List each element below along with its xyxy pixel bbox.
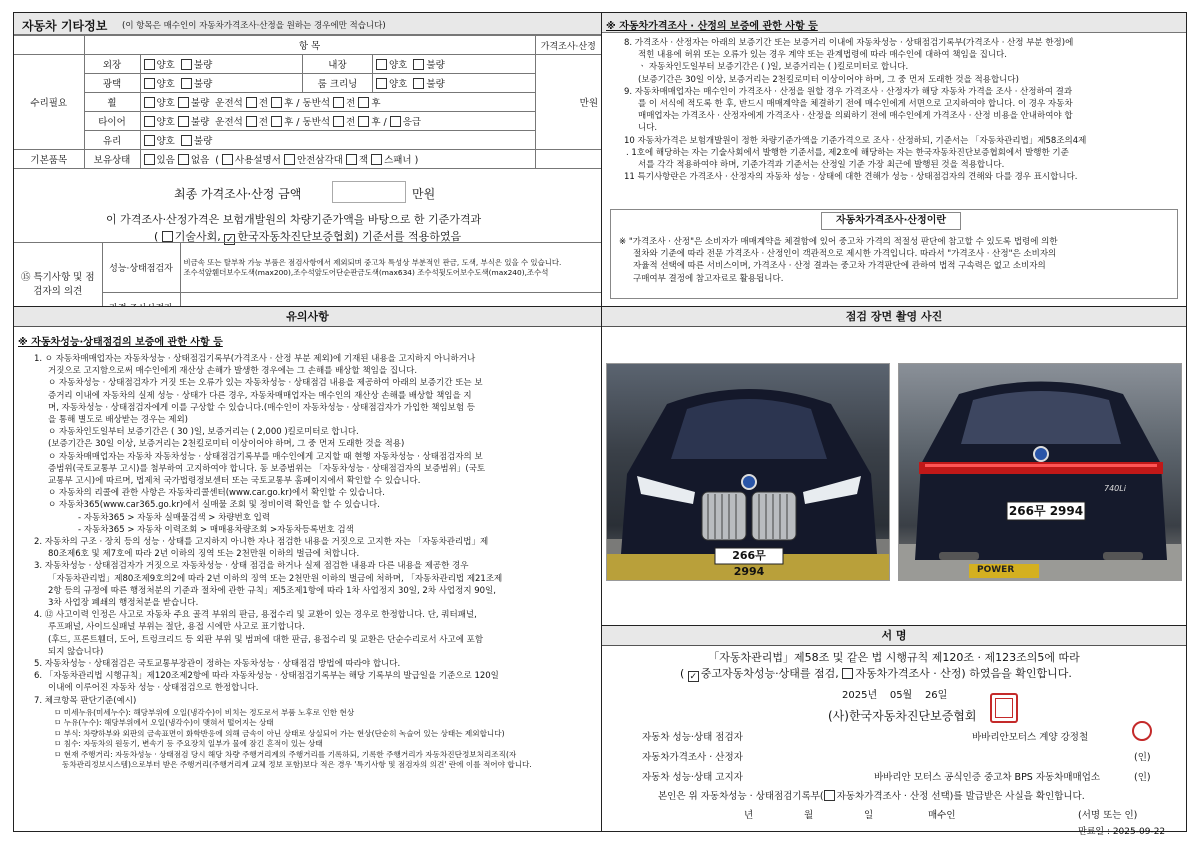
interior-options: 양호 불량	[372, 55, 535, 74]
notice-line: ㅇ 자동차성능 · 상태점검자가 거짓 또는 오류가 있는 자동차성능 · 상태점검 내용을 제공하여 아래의 보증기간 또는 보	[48, 378, 483, 389]
association-name: (사)한국자동차진단보증협회	[828, 709, 977, 723]
notice-line: 을 통해 별도로 배상받는 경우는 제외)	[48, 415, 188, 426]
wheel-pass-rear-checkbox[interactable]	[358, 97, 369, 108]
wheel-driver-front-checkbox[interactable]	[246, 97, 257, 108]
notice-line: 3. 자동차성능 · 상태점검자가 거짓으로 자동차성능 · 상태 점검을 하거나 실제 점검한 내용과 다른 내용을 제공한 경우	[34, 561, 469, 572]
notice-line: 4. ⑫ 사고이력 인정은 사고로 자동차 주요 골격 부위의 판금, 용접수리 및 교환이 있는 경우로 한정합니다. 단, 쿼터패널,	[34, 610, 477, 621]
perf-opinion	[180, 243, 601, 293]
notice-line: 거짓으로 고지함으로써 매수인에게 재산상 손해가 발생한 경우에는 그 손해를 배상할 책임을 집니다.	[48, 366, 418, 377]
price-guarantee-line: (보증기간은 30일 이상, 보증거리는 2천킬로미터 이상이어야 하며, 그 중 먼저 도래한 것을 적용합니다)	[638, 74, 1019, 85]
notice-line: 증범위(국토교통부 고시)를 첨부하여 고지하여야 합니다. 동 보증범위는 「자동차성능 · 상태점검자의 보증범위」(국토	[48, 463, 486, 474]
definition-box	[610, 209, 1178, 299]
left-column	[14, 13, 602, 831]
signature-line2: ( ✓ 중고자동차성능·상태를 점검, 자동차가격조사 · 산정) 하였음을 확인합니다.	[680, 667, 1072, 682]
price-inspector-sign-label: 자동차가격조사 · 산정자	[642, 752, 743, 763]
definition-text	[619, 236, 1175, 285]
triangle-checkbox[interactable]	[284, 154, 295, 165]
exterior-label: 외장	[84, 55, 140, 74]
final-price-block	[14, 169, 601, 253]
item-header: 항 목	[84, 36, 535, 55]
notice-line: ㅇ 자동차365(www.car365.go.kr)에서 실매물 조회 및 정비이력 확인을 할 수 있습니다.	[48, 500, 380, 511]
buyer-year: 년	[744, 810, 754, 821]
notice-line: 되지 않습니다)	[48, 646, 104, 657]
price-header: 가격조사·산정	[535, 36, 601, 55]
room-bad-checkbox[interactable]	[413, 78, 424, 89]
other-info-note: (이 항목은 매수인이 자동차가격조사·산정을 원하는 경우에만 적습니다)	[122, 21, 386, 31]
final-price-input[interactable]	[332, 181, 406, 203]
price-guarantee-line: 11 특기사항란은 가격조사 · 산정자의 자동차 성능 · 상태에 대한 견해가 성능 · 상태점검자의 견해와 다를 경우 표시합니다.	[624, 172, 1078, 183]
unit-label: 만원	[535, 55, 601, 150]
signature-date: 2025년 05월 26일	[842, 690, 948, 701]
notices-title: 유의사항	[14, 307, 601, 327]
perf-opinion-1: 비금속 또는 탈부착 가능 부품은 점검사항에서 제외되며 중고차 특성상 부분적인 판금, 도색, 부식은 있을 수 있습니다.	[183, 257, 562, 267]
notice-line: ㅇ 자동차인도일부터 보증기간은 ( 30 )일, 보증거리는 ( 2,000 )킬로미터로 합니다.	[48, 427, 359, 438]
glass-label: 유리	[84, 131, 140, 150]
other-info-header	[14, 13, 601, 35]
interior-good-checkbox[interactable]	[376, 59, 387, 70]
tire-label: 타이어	[84, 112, 140, 131]
perf-inspector-sign-value: 바바리안모터스 계양 강정철	[972, 732, 1089, 743]
inspection-record-page	[13, 12, 1187, 837]
signature-title: 서 명	[602, 626, 1186, 646]
front-plate: 266무 2994	[732, 549, 766, 578]
notice-line: 5. 자동차성능 · 상태점검은 국토교통부장관이 정하는 자동차성능 · 상태점검 방법에 따라야 합니다.	[34, 659, 401, 670]
definition-line: 자율적 선택에 따른 서비스이며, 가격조사 · 산정 결과는 중고차 가격판단에 관하여 법적 구속력은 없고 소비자의	[633, 261, 1046, 272]
notifier-sign-label: 자동차 성능·상태 고지자	[642, 772, 743, 783]
perf-inspector-sign-label: 자동차 성능·상태 점검자	[642, 732, 743, 743]
room-good-checkbox[interactable]	[376, 78, 387, 89]
photos-title: 점검 장면 촬영 사진	[602, 307, 1186, 327]
gloss-bad-checkbox[interactable]	[181, 78, 192, 89]
notice-line: ㅇ 자동차매매업자는 자동차 자동차성능 · 상태점검기록부를 매수인에게 고지할 때 현행 자동차성능 · 상태점검자의 보	[48, 451, 483, 462]
perf-inspector-label: 성능·상태점검자	[102, 243, 180, 293]
criteria-line: ㅁ 침수: 자동차의 원동기, 변속기 등 주요장치 일부가 물에 잠긴 흔적이 있는 상태	[54, 739, 323, 749]
jack-checkbox[interactable]	[346, 154, 357, 165]
notice-line: 7. 체크항목 판단기준(예시)	[34, 695, 137, 706]
price-guarantee-list	[624, 37, 1180, 183]
basis-line1: 이 가격조사·산정가격은 보험개발원의 차량기준가액을 바탕으로 한 기준가격과	[106, 213, 482, 226]
price-guarantee-line: 니다.	[638, 123, 658, 134]
none-checkbox[interactable]	[178, 154, 189, 165]
wheel-driver-rear-checkbox[interactable]	[271, 97, 282, 108]
notice-line: 이내에 이루어진 자동차 성능 · 상태점검으로 한정합니다.	[48, 683, 259, 694]
notice-line: 루프패널, 사이드실패널 부위는 절단, 용접 시에만 사고로 표기합니다.	[48, 622, 305, 633]
signature-header	[602, 625, 1186, 645]
buyer-day: 일	[864, 810, 874, 821]
spanner-checkbox[interactable]	[371, 154, 382, 165]
notice-line: 3차 사업장 폐쇄의 행정처분을 받습니다.	[48, 598, 199, 609]
definition-title: 자동차가격조사·산정이란	[821, 212, 961, 230]
notifier-sign-value: 바바리안 모터스 공식인증 중고차 BPS 자동차매매업소	[874, 772, 1101, 783]
price-guarantee-line: 적힌 내용에 허위 또는 오류가 있는 경우 계약 또는 관계법령에 따라 매수인에 대하여 책임을 집니다.	[638, 50, 1007, 61]
repair-label: 수리필요	[14, 55, 84, 150]
interior-label: 내장	[302, 55, 372, 74]
notice-line: (보증기간은 30일 이상, 보증거리는 2천킬로미터 이상이어야 하며, 그 중 먼저 도래한 것을 적용)	[48, 439, 405, 450]
notice-line: - 자동차365 > 자동차 이력조회 > 매매용차량조회 >자동차등록번호 검색	[78, 524, 354, 535]
exterior-options: 양호 불량	[140, 55, 302, 74]
inspector-seal-icon	[1132, 721, 1152, 741]
gloss-label: 광택	[84, 74, 140, 93]
rear-badge: 740Li	[1104, 484, 1126, 493]
room-cleaning-label: 룸 크리닝	[302, 74, 372, 93]
sign-perf-checkbox[interactable]: ✓	[689, 672, 698, 682]
price-guarantee-line: 8. 가격조사 · 산정자는 아래의 보증기간 또는 보증거리 이내에 자동차성능 · 상태점검기록부(가격조사 · 산정 부분 한정)에	[624, 38, 1074, 48]
notice-line: 80조제6호 및 제7호에 따라 2년 이하의 징역 또는 2천만원 이하의 벌금에 처합니다.	[48, 549, 360, 560]
price-guarantee-line: 10 자동차가격은 보험개발원이 정한 차량기준가액을 기준가격으로 조사 · 산정하되, 기준서는 「자동차관리법」제58조의4제	[624, 135, 1087, 146]
exterior-good-checkbox[interactable]	[144, 59, 155, 70]
special-notes-label: ⑮ 특기사항 및 점검자의 의견	[14, 243, 102, 323]
buyer-sign: (서명 또는 인)	[1078, 810, 1138, 821]
criteria-line: ㅁ 현재 주행거리: 자동차성능 · 상태점검 당시 해당 차량 주행거리계의 주행거리를 기록하되, 기록한 주행거리가 자동차진단정보처리조직(자	[54, 749, 517, 759]
definition-line: ※ "가격조사 · 산정"은 소비자가 매매계약을 체결함에 있어 중고차 가격의 적절성 판단에 참고할 수 있도록 법령에 의한	[619, 237, 1058, 247]
other-info-table: 항 목 가격조사·산정 수리필요 외장 양호 불량 내장 양호 불량 만원 광택 양호 불량 룸 크리닝 양호 불량 휠 양호 불량 운전석 전 후 / 동반석 전 후 타이어 양호 불량 운전석 전 후 / 동반석 전 후 / 응급 유리 양호 불량 기본품목 보유상태 있음 없음 ( 사용설명서 안전삼각대 잭 스패너 )	[14, 35, 601, 169]
notice-line: 「자동차관리법」제80조제9호의2에 따라 2년 이하의 징역 또는 2천만원 이하의 벌금에 처하며, 「자동차관리법 제21조제	[48, 573, 503, 584]
definition-line: 절차와 기준에 따라 전문 가격조사 · 산정인이 객관적으로 제시한 가격입니다. 따라서 "가격조사 · 산정"은 소비자의	[633, 249, 1057, 260]
signature-line1: 「자동차관리법」제58조 및 같은 법 시행규칙 제120조 · 제123조의5에 따라	[708, 651, 1080, 664]
front-photo	[606, 363, 890, 581]
criteria-line: ㅁ 미세누유(미세누수): 해당부위에 오일(냉각수)이 비치는 정도로서 부품 노후로 인한 현상	[54, 707, 355, 717]
notice-line: 교통부 고시)에 따르며, 법제처 국가법령정보센터 또는 국토교통부 홈페이지에서 확인할 수 있습니다.	[48, 476, 421, 487]
right-column	[602, 13, 1186, 837]
criteria-line: 동차관리정보시스템)으로부터 받은 주행거리(주행거리계 교체 정보 포함)보다 적은 경우 '특기사항 및 점검자의 의견' 란에 이를 적어야 합니다.	[62, 759, 532, 769]
notice-line: 1. ㅇ 자동차매매업자는 자동차성능 · 상태점검기록부(가격조사 · 산정 부분 제외)에 기재된 내용을 고지하지 아니하거나	[34, 354, 476, 364]
tire-pass-rear-checkbox[interactable]	[358, 116, 369, 127]
interior-bad-checkbox[interactable]	[413, 59, 424, 70]
basic-items-label: 기본품목	[14, 150, 84, 169]
notice-line: - 자동차365 > 자동차 실매물검색 > 차량번호 입력	[78, 512, 271, 523]
buyer-label: 매수인	[928, 810, 956, 821]
tire-bad-checkbox[interactable]	[178, 116, 189, 127]
wheel-good-checkbox[interactable]	[144, 97, 155, 108]
price-guarantee-heading: ※ 자동차가격조사 · 산정의 보증에 관한 사항 등	[606, 21, 818, 32]
notifier-seal: (인)	[1134, 772, 1151, 783]
basis-tech-society-checkbox[interactable]	[162, 231, 173, 242]
tire-driver-rear-checkbox[interactable]	[271, 116, 282, 127]
notice-line: 증거리 이내에 자동차의 실제 성능 · 상태가 다른 경우, 자동차매매업자는 매수인의 재산상 손해를 배상할 책임을 지	[48, 390, 472, 401]
price-guarantee-line: . 1호에 해당하는 자는 기술사회에서 발행한 기준서를, 제2호에 해당하는 자는 한국자동차진단보증협회에서 발행한 기준	[626, 147, 1069, 158]
notices-heading: ※ 자동차성능·상태점검의 보증에 관한 사항 등	[18, 337, 223, 348]
price-guarantee-line: 서를 각각 적용하여야 하며, 기준가격과 기준서는 산정일 기준 가장 최근에 발행된 것을 적용합니다.	[638, 160, 1005, 171]
notice-line: 2. 자동차의 구조 · 장치 등의 성능 · 상태를 고지하지 아니한 자나 점검한 내용을 거짓으로 고지한 자는 「자동차관리법」제	[34, 537, 489, 548]
price-inspector-seal: (인)	[1134, 752, 1151, 763]
have-checkbox[interactable]	[144, 154, 155, 165]
criteria-line: ㅁ 누유(누수): 해당부위에서 오일(냉각수)이 맺혀서 떨어지는 상태	[54, 718, 274, 728]
other-info-title: 자동차 기타정보	[22, 19, 108, 33]
notice-line: 6. 「자동차관리법 시행규칙」제120조제2항에 따라 자동차성능 · 상태점검기록부는 해당 기록부의 발급일을 기준으로 120일	[34, 671, 499, 682]
final-price-label: 최종 가격조사·산정 금액	[174, 187, 302, 201]
tire-driver-front-checkbox[interactable]	[246, 116, 257, 127]
definition-line: 구매여부 결정에 참고자료로 활용됩니다.	[633, 273, 784, 284]
possession-label: 보유상태	[84, 150, 140, 169]
rear-photo	[898, 363, 1182, 581]
basis-kadga-checkbox[interactable]: ✓	[226, 235, 234, 245]
glass-good-checkbox[interactable]	[144, 135, 155, 146]
photos-header	[602, 306, 1186, 326]
notices-list	[34, 353, 596, 770]
rear-plate: 266무 2994	[1008, 504, 1084, 518]
basis-line2: ( 기술사회, ✓ 한국자동차진단보증협회) 기준서를 적용하였음	[154, 230, 462, 245]
perf-opinion-2: 조수석앞휀더보수도색(max200),조수석앞도어단순판금도색(max634) 조수석뒷도어보수도색(max240),조수석	[183, 267, 549, 277]
notices-header	[14, 306, 601, 326]
buyer-price-checkbox[interactable]	[824, 790, 835, 801]
gloss-good-checkbox[interactable]	[144, 78, 155, 89]
criteria-line: ㅁ 부식: 차량하부와 외판의 금속표면이 화학반응에 의해 금속이 아닌 상태로 상실되어 가는 현상(단순히 녹슬어 있는 상태는 제외합니다)	[54, 728, 505, 738]
wheel-pass-front-checkbox[interactable]	[333, 97, 344, 108]
tire-emergency-checkbox[interactable]	[390, 116, 401, 127]
buyer-month: 월	[804, 810, 814, 821]
association-seal-icon	[990, 693, 1018, 723]
price-guarantee-line: 9. 자동차매매업자는 매수인이 가격조사 · 산정을 원할 경우 가격조사 · 산정자가 해당 자동차 가격을 조사 · 산정하여 결과	[624, 86, 1073, 97]
expiry-date: 만료일 : 2025-09-22	[1078, 827, 1166, 837]
glass-bad-checkbox[interactable]	[181, 135, 192, 146]
rear-car-image	[899, 364, 1182, 581]
wheel-bad-checkbox[interactable]	[178, 97, 189, 108]
notice-line: 2항 등의 규정에 따른 행정처분의 기준과 절차에 관한 규칙」제5조제1항에 따라 1차 사업정지 30일, 2차 사업정지 90일,	[48, 585, 496, 596]
tire-good-checkbox[interactable]	[144, 116, 155, 127]
exterior-bad-checkbox[interactable]	[181, 59, 192, 70]
final-price-unit: 만원	[412, 187, 436, 201]
price-guarantee-line: 매매업자는 가격조사 · 산정자에게 가격조사 · 산정을 의뢰하기 전에 매수인에게 가격조사 · 산정 비용을 안내하여야 합	[638, 111, 1073, 122]
price-guarantee-line: 를 이 서식에 적도록 한 후, 반드시 매매계약을 체결하기 전에 매수인에게 서면으로 고지하여야 합니다. 이 경우 자동차	[638, 99, 1073, 110]
buyer-confirm-line: 본인은 위 자동차성능 · 상태점검기록부( 자동차가격조사 · 산정 선택)를 발급받은 사실을 확인합니다.	[658, 791, 1085, 802]
notice-line: 며, 자동차성능 · 상태점검자에게 이를 구상할 수 있습니다.(매수인이 자동차성능 · 상태점검자가 가입한 책임보험 등	[48, 402, 475, 413]
sign-price-checkbox[interactable]	[842, 668, 853, 679]
price-guarantee-header	[602, 13, 1186, 33]
notice-line: (후드, 프론트휀더, 도어, 트렁크리드 등 외판 부위 및 범퍼에 대한 판금, 용접수리 및 교환은 단순수리로서 사고에 포함	[48, 634, 484, 645]
wheel-label: 휠	[84, 93, 140, 112]
notice-line: ㅇ 자동차의 리콜에 관한 사항은 자동차리콜센터(www.car.go.kr)에서 확인할 수 있습니다.	[48, 488, 385, 499]
tire-pass-front-checkbox[interactable]	[333, 116, 344, 127]
manual-checkbox[interactable]	[222, 154, 233, 165]
rear-equipment: POWER	[977, 565, 1015, 575]
price-guarantee-line: ㆍ 자동차인도일부터 보증기간은 ( )일, 보증거리는 ( )킬로미터로 합니다.	[638, 62, 909, 73]
